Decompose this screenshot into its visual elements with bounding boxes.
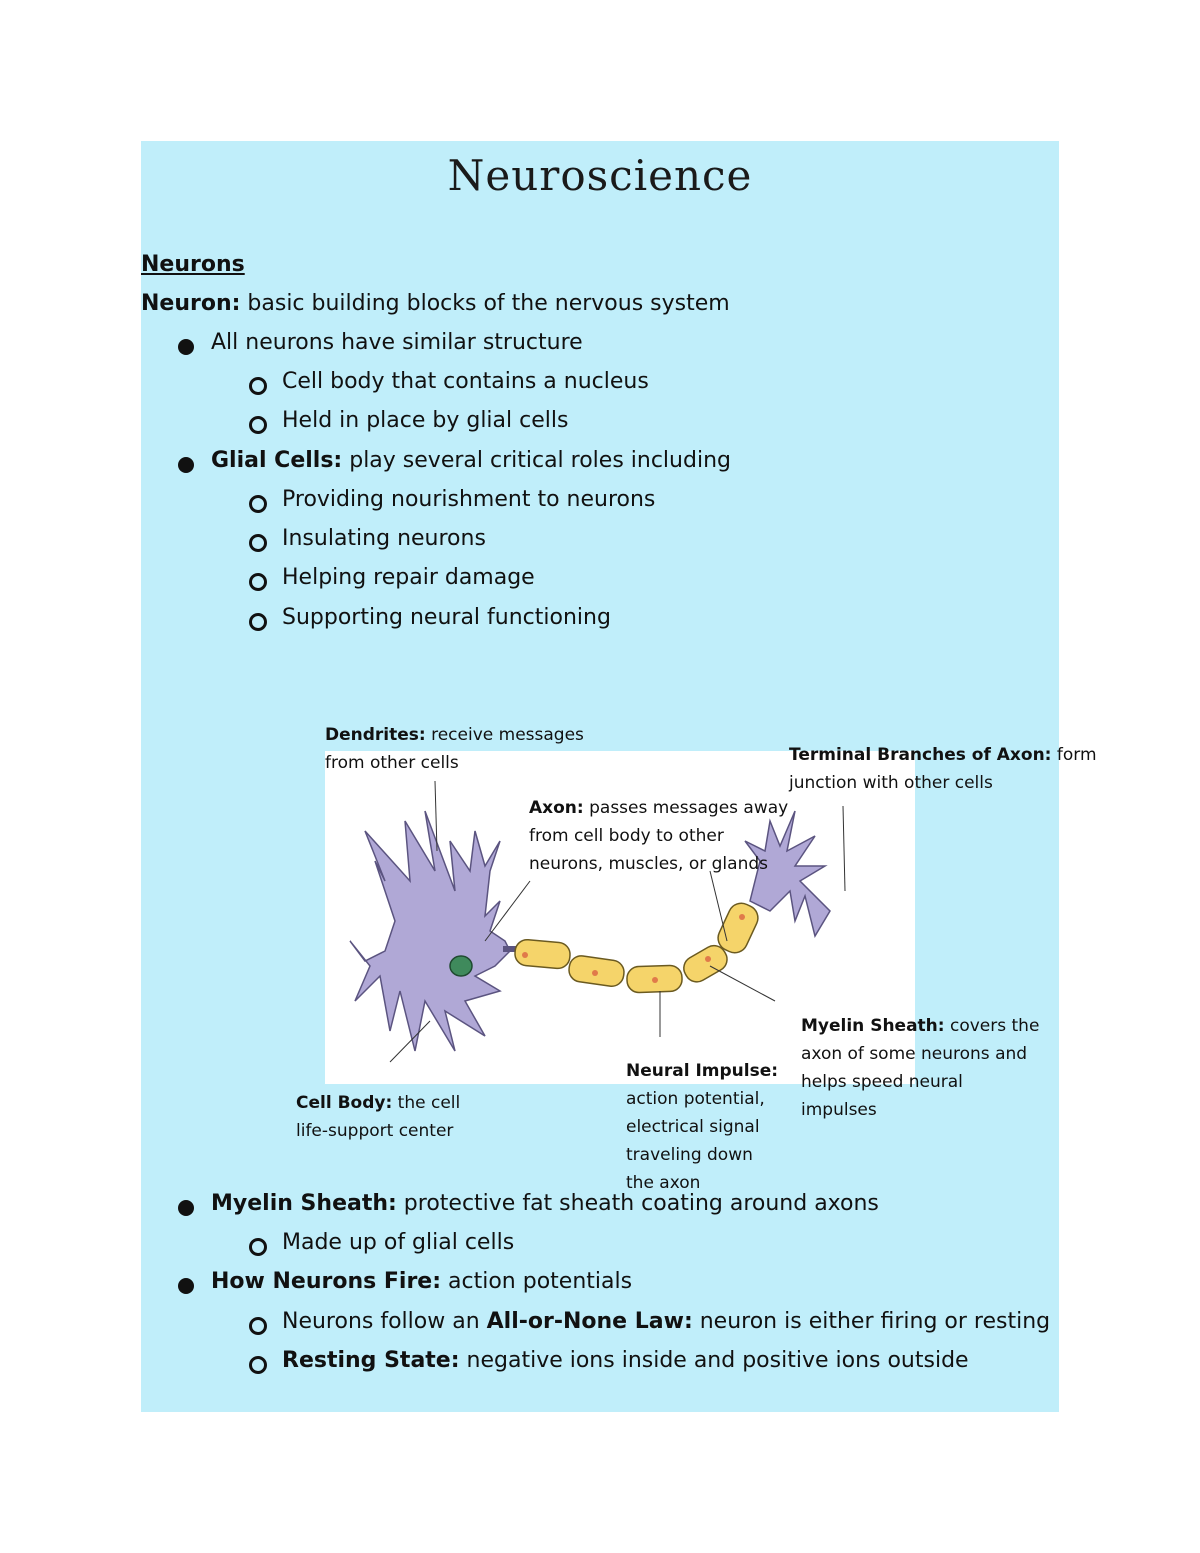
- nucleus-shape: [450, 956, 472, 976]
- circle-bullet-icon: [249, 377, 267, 395]
- list-item: Insulating neurons: [282, 526, 486, 551]
- dendrites-shape: [350, 811, 510, 1051]
- circle-bullet-icon: [249, 613, 267, 631]
- myelin-sheath-segments: [514, 899, 762, 993]
- label-text: from cell body to other: [529, 826, 724, 846]
- page-title: Neuroscience: [447, 151, 753, 200]
- term: Myelin Sheath:: [801, 1016, 945, 1036]
- label-text: form: [1051, 745, 1097, 765]
- circle-bullet-icon: [249, 1317, 267, 1335]
- bullet-icon: [178, 1278, 194, 1294]
- item-text: Neurons follow an: [282, 1309, 487, 1334]
- circle-bullet-icon: [249, 573, 267, 591]
- label-text: impulses: [801, 1100, 877, 1120]
- label-text: the axon: [626, 1173, 701, 1193]
- label-text: the cell: [392, 1093, 461, 1113]
- label-text: helps speed neural: [801, 1072, 963, 1092]
- label-text: from other cells: [325, 753, 459, 773]
- dendrites-label: [325, 721, 584, 777]
- list-item: Made up of glial cells: [282, 1230, 515, 1255]
- label-text: traveling down: [626, 1145, 753, 1165]
- term: Glial Cells:: [211, 448, 343, 473]
- term: How Neurons Fire:: [211, 1269, 442, 1294]
- cell-body-label: [296, 1089, 460, 1145]
- item-text: neuron is either firing or resting: [692, 1309, 1051, 1334]
- label-text: passes messages away: [583, 798, 789, 818]
- label-text: covers the: [944, 1016, 1040, 1036]
- definition-text: basic building blocks of the nervous system: [240, 291, 730, 316]
- term: Neuron:: [141, 291, 241, 316]
- bullet-icon: [178, 1200, 194, 1216]
- list-item: Helping repair damage: [282, 565, 535, 590]
- bullet-icon: [178, 339, 194, 355]
- neuron-definition: [141, 289, 730, 319]
- list-item: Providing nourishment to neurons: [282, 487, 656, 512]
- item-text: negative ions inside and positive ions outside: [459, 1348, 969, 1373]
- list-item: Cell body that contains a nucleus: [282, 369, 649, 394]
- list-item: Held in place by glial cells: [282, 408, 569, 433]
- label-text: electrical signal: [626, 1117, 760, 1137]
- term: Myelin Sheath:: [211, 1191, 397, 1216]
- neural-impulse-label: [626, 1057, 778, 1197]
- axon-label: [529, 794, 788, 878]
- term: Dendrites:: [325, 725, 426, 745]
- section-heading: Neurons: [141, 252, 245, 277]
- label-text: action potential,: [626, 1089, 765, 1109]
- list-item: Supporting neural functioning: [282, 605, 611, 630]
- item-text: protective fat sheath coating around axons: [396, 1191, 879, 1216]
- list-item: All neurons have similar structure: [211, 330, 583, 355]
- label-text: receive messages: [425, 725, 584, 745]
- label-text: axon of some neurons and: [801, 1044, 1028, 1064]
- list-item: [211, 446, 731, 476]
- term: Resting State:: [282, 1348, 460, 1373]
- list-item: [211, 1189, 879, 1219]
- list-item: [211, 1267, 632, 1297]
- term: Cell Body:: [296, 1093, 393, 1113]
- list-item: [282, 1307, 1050, 1337]
- circle-bullet-icon: [249, 1356, 267, 1374]
- circle-bullet-icon: [249, 416, 267, 434]
- term: Terminal Branches of Axon:: [789, 745, 1052, 765]
- item-text: play several critical roles including: [342, 448, 731, 473]
- term: Axon:: [529, 798, 584, 818]
- circle-bullet-icon: [249, 534, 267, 552]
- note-page: [141, 141, 1097, 1412]
- label-text: junction with other cells: [789, 773, 993, 793]
- myelin-sheath-label: [801, 1012, 1039, 1124]
- label-text: neurons, muscles, or glands: [529, 854, 768, 874]
- bullet-icon: [178, 457, 194, 473]
- terminal-branches-label: [789, 741, 1097, 797]
- item-text: action potentials: [441, 1269, 633, 1294]
- circle-bullet-icon: [249, 495, 267, 513]
- list-item: [282, 1346, 969, 1376]
- term: Neural Impulse:: [626, 1061, 779, 1081]
- term: All-or-None Law:: [486, 1309, 693, 1334]
- label-text: life-support center: [296, 1121, 454, 1141]
- circle-bullet-icon: [249, 1238, 267, 1256]
